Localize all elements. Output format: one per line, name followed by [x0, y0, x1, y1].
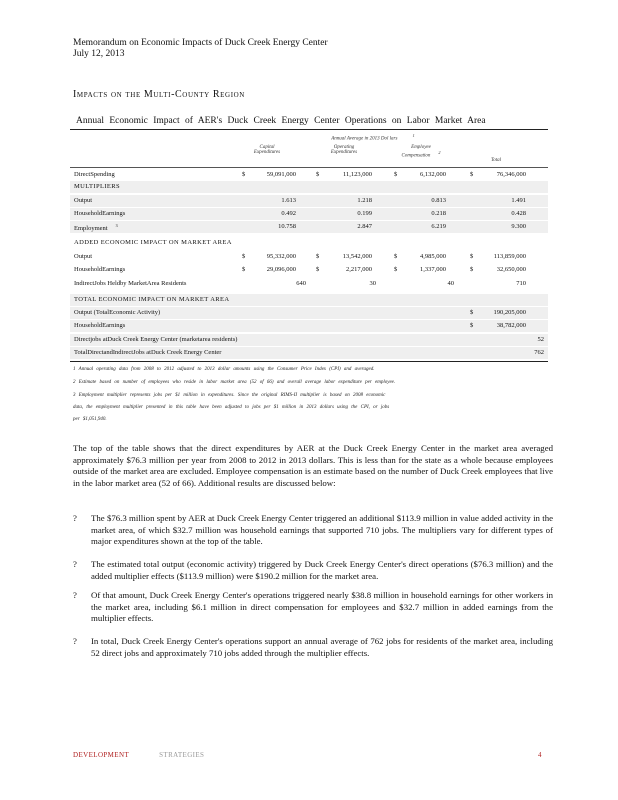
row-indirect-jobs: IndirectJobs Heldby MarketArea Residents 640 30 40 710: [74, 280, 526, 287]
col-header-total: Total: [490, 158, 502, 163]
row-added-header: ADDED ECONOMIC IMPACT ON MARKET AREA: [74, 239, 232, 246]
table-header-rule: [70, 167, 548, 168]
table-super-header: Annual Average in 2013 Dol lars $^1$: [331, 133, 415, 142]
table-row: Output $ 95,332,000 $ 13,542,000 $ 4,985,000 $ 113,859,000: [74, 253, 526, 260]
table-note: 1 Annual operating data from 2008 to 2012 adjusted to 2013 dollar amounts using the Consumer Price Index (CPI) and averaged.: [73, 367, 375, 372]
row-multipliers-header: MULTIPLIERS: [70, 181, 548, 193]
row-total-jobs: TotalDirectandIndirectJobs atDuck Creek Energy Center 762: [70, 347, 548, 359]
memo-date: July 12, 2013: [73, 49, 125, 59]
row-direct-spending: DirectSpending $ 59,091,000 $ 11,123,000 $ 6,132,000 $ 76,346,000: [74, 171, 526, 178]
table-note: per $1,051,940.: [73, 417, 107, 422]
table-row: HouseholdEarnings 0.492 0.199 0.218 0.428: [70, 208, 548, 220]
table-title: Annual Economic Impact of AER's Duck Creek Energy Center Operations on Labor Market Area: [76, 116, 486, 126]
table-bottom-rule: [70, 361, 548, 362]
table-note: data, the employment multiplier presented in this table have been adjusted to jobs per $1 million in 2013 dollars using the CPI, or jobs: [73, 405, 390, 410]
page-number: 4: [538, 751, 542, 759]
row-direct-jobs: Directjobs atDuck Creek Energy Center (marketarea residents) 52: [70, 334, 548, 346]
table-note: 2 Estimate based on number of employees who reside in labor market area (52 of 66) and overall average labor expenditure per employee.: [73, 380, 396, 385]
row-total-header: TOTAL ECONOMIC IMPACT ON MARKET AREA: [70, 294, 548, 306]
body-paragraph: The top of the table shows that the direct expenditures by AER at the Duck Creek Energy Center in the market area averaged approximately $76.3 million per year from 2008 to 2012 in 2013 dollars. This is less than for the state as a whole because employees outside of the market area are excluded. Employee compensation is an estimate based on the number of Duck Creek employees that live in the labor market area (52 of 66). Additional results are discussed below:: [73, 443, 553, 488]
col-header-capital: Capital Expenditures: [253, 145, 281, 155]
table-note: 3 Employment multiplier represents jobs per $1 million in expenditures. Since the original RIMS-II multiplier is based on 2008 economic: [73, 393, 386, 398]
memo-header: [73, 38, 328, 60]
table-row: Employment $^3$ 10.758 2.847 6.219 9.300: [70, 221, 548, 233]
row-total-earnings: HouseholdEarnings $ 38,782,000: [70, 320, 548, 332]
section-heading: Impacts on the Multi-County Region: [73, 89, 245, 100]
memo-title: Memorandum on Economic Impacts of Duck Creek Energy Center: [73, 38, 328, 48]
row-total-output: Output (TotalEconomic Activity) $ 190,205,000: [70, 307, 548, 319]
col-header-operating: Operating Expenditures: [330, 145, 358, 155]
table-top-rule: [70, 129, 548, 130]
col-header-employee: Employee Compensation$^2$: [401, 145, 441, 159]
table-row: Output 1.613 1.218 0.813 1.491: [70, 195, 548, 207]
table-row: HouseholdEarnings $ 29,096,000 $ 2,217,000 $ 1,337,000 $ 32,650,000: [74, 266, 526, 273]
footer-brand: DEVELOPMENT STRATEGIES: [73, 751, 205, 759]
